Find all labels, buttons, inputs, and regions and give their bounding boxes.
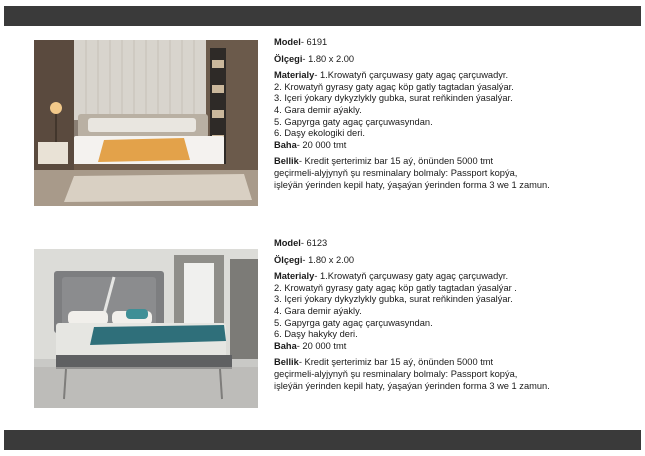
- material-line: 5. Gapyrga gaty agaç çarçuwasyndan.: [274, 116, 433, 127]
- bed-image-icon: [34, 249, 258, 408]
- material-line: 5. Gapyrga gaty agaç çarçuwasyndan.: [274, 317, 433, 328]
- material-line: 4. Gara demir aýakly.: [274, 104, 362, 115]
- credit-line: işleýän ýerinden kepil haty, ýaşaýan ýerinden forma 3 we 1 zamun.: [274, 380, 550, 391]
- material-line: 2. Krowatyň gyrasy gaty agaç köp gatly tagtadan ýasalýar .: [274, 282, 517, 293]
- material-line: 2. Krowatyň gyrasy gaty agaç köp gatly tagtadan ýasalýar.: [274, 81, 514, 92]
- credit-line: geçirmeli-alyjynyň şu resminalary bolmaly: Passport kopýa,: [274, 167, 518, 178]
- material-line: 3. Içeri ýokary dykyzlykly gubka, surat reňkinden ýasalýar.: [274, 294, 513, 305]
- material-row: Materialy- 1.Krowatyň çarçuwasy gaty agaç çarçuwadyr.: [274, 271, 509, 282]
- product-photo-6123: [34, 249, 258, 408]
- price-row: Baha- 20 000 tmt: [274, 340, 347, 351]
- material-line: 3. Içeri ýokary dykyzlykly gubka, surat reňkinden ýasalýar.: [274, 93, 513, 104]
- credit-line: işleýän ýerinden kepil haty, ýaşaýan ýerinden forma 3 we 1 zamun.: [274, 179, 550, 190]
- header-band: [4, 6, 641, 26]
- credit-row: Bellik- Kredit şerterimiz bar 15 aý, önünden 5000 tmt: [274, 156, 494, 167]
- material-row: Materialy- 1.Krowatyň çarçuwasy gaty agaç çarçuwadyr.: [274, 70, 509, 81]
- model-row: Model- 6123: [274, 238, 328, 248]
- price-row: Baha- 20 000 tmt: [274, 139, 347, 150]
- size-row: Ölçegi- 1.80 x 2.00: [274, 254, 355, 265]
- product-info-6191: [274, 37, 634, 191]
- size-row: Ölçegi- 1.80 x 2.00: [274, 53, 355, 64]
- credit-row: Bellik- Kredit şerterimiz bar 15 aý, önünden 5000 tmt: [274, 357, 494, 368]
- bed-image-icon: [34, 40, 258, 206]
- material-line: 6. Daşy ekologiki deri.: [274, 128, 365, 139]
- credit-line: geçirmeli-alyjynyň şu resminalary bolmaly: Passport kopýa,: [274, 368, 518, 379]
- product-info-6123: [274, 238, 634, 392]
- material-line: 6. Daşy hakyky deri.: [274, 329, 358, 340]
- material-line: 4. Gara demir aýakly.: [274, 305, 362, 316]
- product-photo-6191: [34, 40, 258, 206]
- footer-band: [4, 430, 641, 450]
- model-row: Model- 6191: [274, 37, 328, 47]
